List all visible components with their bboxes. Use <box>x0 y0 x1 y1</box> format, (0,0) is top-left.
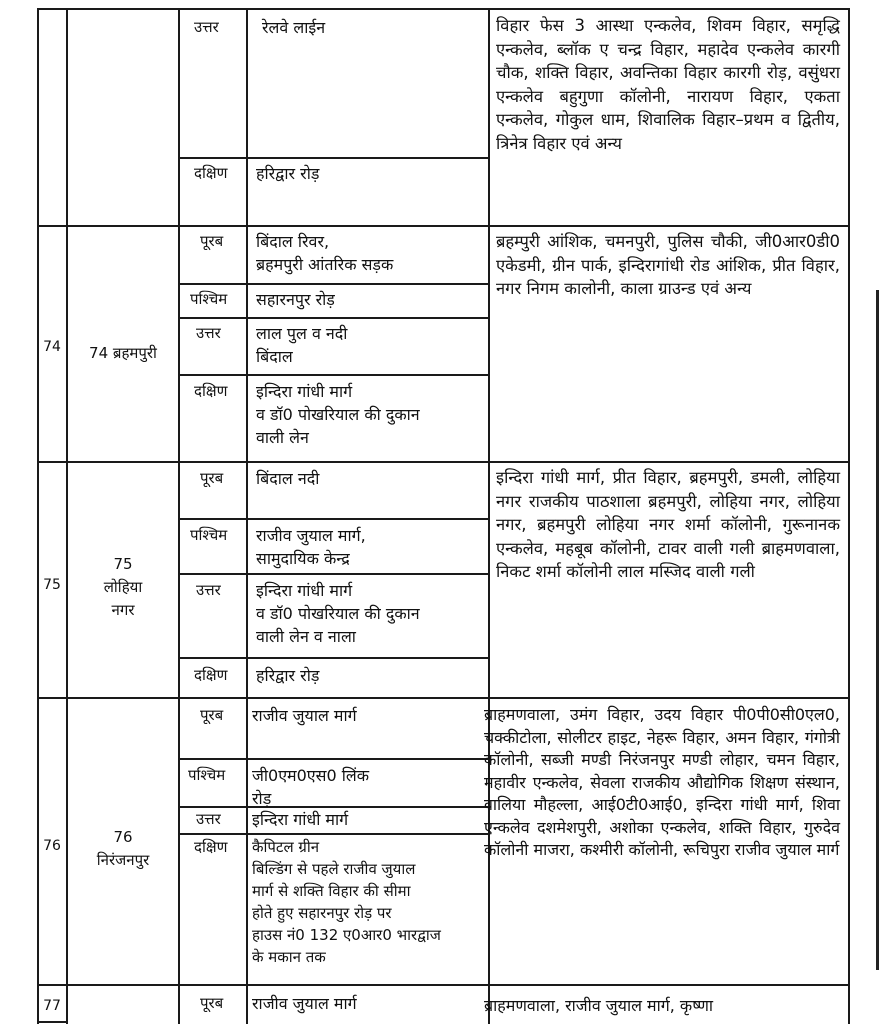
area-description: ब्रहम्पुरी आंशिक, चमनपुरी, पुलिस चौकी, जी0आर0डी0 एकेडमी, ग्रीन पार्क, इन्दिरागांधी रोड आंशिक, प्रीत विहार, नगर निगम कालोनी, काला ग्राउन्ड एवं अन्य <box>496 232 840 298</box>
ward-name: 74 ब्रहमपुरी <box>89 344 157 362</box>
col-line-left <box>37 8 39 1024</box>
row-divider-74 <box>37 225 850 227</box>
col-line-dir-text <box>246 8 248 1024</box>
direction-label: पूरब <box>200 469 224 487</box>
boundary-text: बिंदाल नदी <box>256 469 320 488</box>
boundary-text: रेलवे लाईन <box>262 18 326 37</box>
sub-divider <box>178 758 488 760</box>
direction-label: उत्तर <box>196 324 221 342</box>
boundary-text: लाल पुल व नदी बिंदाल <box>256 324 348 366</box>
area-description: विहार फेस 3 आस्था एन्कलेव, शिवम विहार, समृद्धि एन्कलेव, ब्लॉक ए चन्द्र विहार, महादेव एन्कलेव कारगी चौक, शक्ति विहार, अवन्तिका विहार कारगी रोड़, वसुंधरा एन्कलेव बहुगुणा कॉलोनी, नारायण विहार, एकता एन्कलेव, गोकुल धाम, शिवालिक विहार–प्रथम व द्वितीय, त्रिनेत्र विहार एवं अन्य <box>496 16 840 153</box>
scan-edge-mark <box>876 290 879 970</box>
direction-label: दक्षिण <box>194 164 228 182</box>
sub-divider <box>178 157 488 159</box>
direction-label: उत्तर <box>194 18 219 36</box>
boundary-text: राजीव जुयाल मार्ग, सामुदायिक केन्द्र <box>256 526 366 568</box>
direction-label: पश्चिम <box>188 766 226 784</box>
area-description: ब्राहमणवाला, राजीव जुयाल मार्ग, कृष्णा <box>484 996 714 1015</box>
direction-label: उत्तर <box>196 810 221 828</box>
sub-divider <box>178 374 488 376</box>
boundary-text: हरिद्वार रोड़ <box>256 666 320 685</box>
boundary-text: कैपिटल ग्रीन बिल्डिंग से पहले राजीव जुयाल मार्ग से शक्ति विहार की सीमा होते हुए सहारनपुर रोड़ पर हाउस नं0 132 ए0आर0 भारद्वाज के मकान तक <box>252 838 441 966</box>
boundary-text: इन्दिरा गांधी मार्ग <box>252 810 349 829</box>
direction-label: पूरब <box>200 706 224 724</box>
direction-label: पूरब <box>200 994 224 1012</box>
boundary-text: बिंदाल रिवर, ब्रहमपुरी आंतरिक सड़क <box>256 232 394 274</box>
top-border <box>37 8 850 10</box>
boundary-text: जी0एम0एस0 लिंक रोड़ <box>252 766 370 808</box>
col-line-text-areas <box>488 8 490 1024</box>
ward-name: 75 लोहिया नगर <box>103 555 143 619</box>
row-divider-77 <box>37 984 850 986</box>
direction-label: दक्षिण <box>194 838 228 856</box>
direction-label: दक्षिण <box>194 382 228 400</box>
sub-divider <box>178 317 488 319</box>
serial-number: 75 <box>43 577 61 593</box>
sub-divider <box>178 518 488 520</box>
serial-number: 74 <box>43 339 61 355</box>
serial-number: 77 <box>43 998 61 1014</box>
row-divider-76 <box>37 697 850 699</box>
ward-name: 76 निरंजनपुर <box>96 828 150 869</box>
direction-label: दक्षिण <box>194 666 228 684</box>
direction-label: पश्चिम <box>190 526 228 544</box>
sub-divider <box>178 573 488 575</box>
sub-divider <box>178 657 488 659</box>
col-line-sr-ward <box>66 8 68 1024</box>
boundary-text: इन्दिरा गांधी मार्ग व डॉ0 पोखरियाल की दुकान वाली लेन व नाला <box>256 581 420 646</box>
area-description: ब्राहमणवाला, उमंग विहार, उदय विहार पी0पी0सी0एल0, चक्कीटोला, सोलीटर हाइट, नेहरू विहार, अमन विहार, गंगोत्री कॉलोनी, सब्जी मण्डी निरंजनपुर मण्डी लोहार, चमन विहार, महावीर एन्कलेव, सेवला राजकीय औद्योगिक शिक्षण संस्थान, वालिया मौहल्ला, आई0टी0आई0, इन्दिरा गांधी मार्ग, शिवा एन्कलेव दशमेशपुरी, अशोका एन्कलेव, शक्ति विहार, गुरुदेव कॉलोनी माजरा, कश्मीरी कॉलोनी, रूचिपुरा राजीव जुयाल मार्ग <box>484 705 840 859</box>
col-line-ward-dir <box>178 8 180 1024</box>
area-description: इन्दिरा गांधी मार्ग, प्रीत विहार, ब्रहमपुरी, डमली, लोहिया नगर राजकीय पाठशाला ब्रहमपुरी, लोहिया नगर, लोहिया नगर, ब्रहमपुरी लोहिया नगर शर्मा कॉलोनी, गुरूनानक एन्कलेव, महबूब कॉलोनी, टावर वाली गली ब्राहमणवाला, निकट शर्मा कॉलोनी लाल मस्जिद वाली गली <box>496 468 840 581</box>
direction-label: पश्चिम <box>190 290 228 308</box>
row-divider-75 <box>37 461 850 463</box>
col-line-right <box>848 8 850 1024</box>
boundary-text: हरिद्वार रोड़ <box>256 164 320 183</box>
direction-label: उत्तर <box>196 581 221 599</box>
sub-divider <box>178 283 488 285</box>
direction-label: पूरब <box>200 232 224 250</box>
boundary-text: राजीव जुयाल मार्ग <box>252 994 357 1013</box>
boundary-text: सहारनपुर रोड़ <box>256 290 335 309</box>
sr-cell-bottom <box>37 1021 66 1023</box>
serial-number: 76 <box>43 838 61 854</box>
boundary-text: इन्दिरा गांधी मार्ग व डॉ0 पोखरियाल की दुकान वाली लेन <box>256 382 420 447</box>
sub-divider <box>178 833 488 835</box>
boundary-text: राजीव जुयाल मार्ग <box>252 706 357 725</box>
